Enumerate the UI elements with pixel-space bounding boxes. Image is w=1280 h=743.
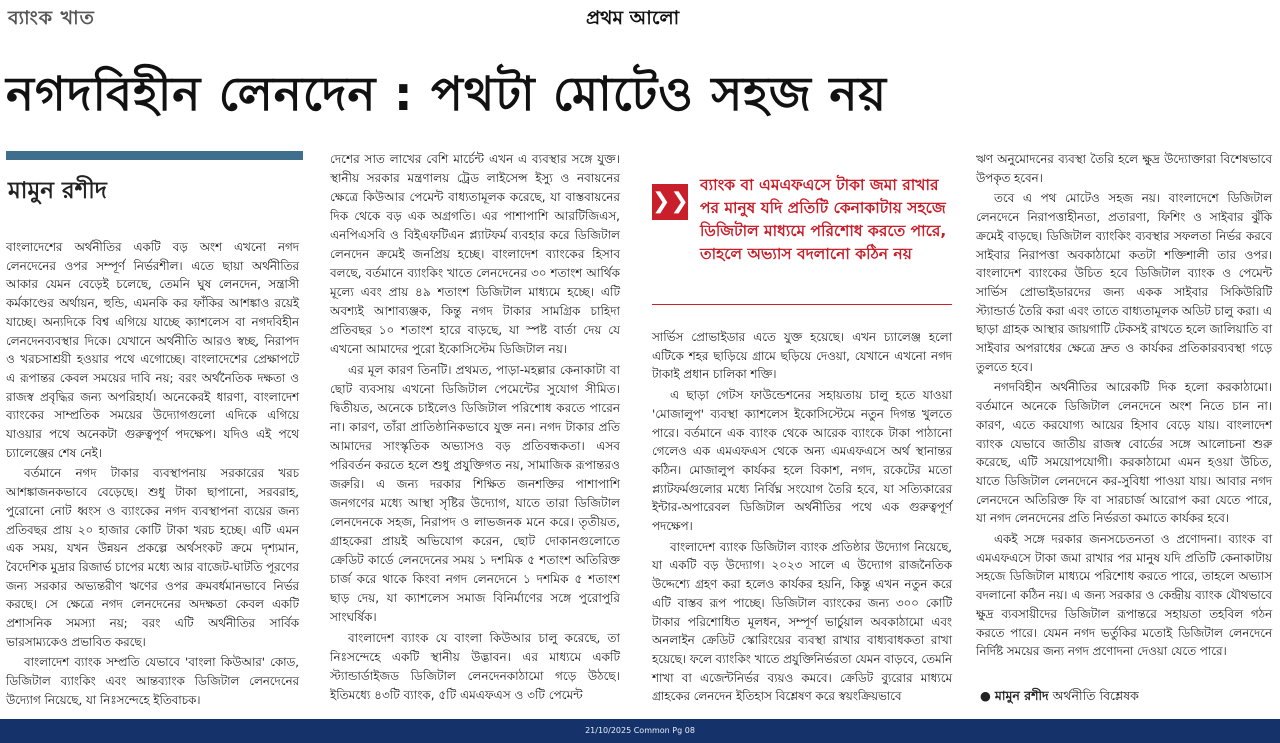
page-footer: 21/10/2025 Common Pg 08 (0, 719, 1280, 743)
paragraph: এর মূল কারণ তিনটি। প্রথমত, পাড়া-মহল্লার কেনাকাটা বা ছোট ব্যবসায় এখনো ডিজিটাল পেমেন্টের সুযোগ সীমিত। দ্বিতীয়ত, অনেকে চাইলেও ডিজিটাল পরিশোধ করতে পারেন না। কারণ, তাঁরা প্রাতিষ্ঠানিকভাবে যুক্ত নন। নগদ টাকার প্রতি আমাদের সাংস্কৃতিক অভ্যাসও বড় প্রতিবন্ধকতা। এসব পরিবর্তন করতে হলে শুধু প্রযুক্তিগত নয়, সামাজিক রূপান্তরও জরুরি। এ জন্য দরকার শিক্ষিত জনশক্তির পাশাপাশি জনগণের মধ্যে আস্থা সৃষ্টির উদ্যোগ, যাতে তারা ডিজিটাল লেনদেনকে সহজ, নিরাপদ ও লাভজনক মনে করে। তৃতীয়ত, গ্রাহকেরা প্রায়ই অভিযোগ করেন, ছোট দোকানগুলোতে ক্রেডিট কার্ডে লেনদেনের সময় ১ দশমিক ৫ শতাংশ অতিরিক্ত চার্জ করে থাকে কিংবা নগদ লেনদেনে ১ দশমিক ৫ শতাংশ ছাড় দেয়, যা ক্যাশলেস সমাজ বিনির্মাণের সঙ্গে পুরোপুরি সাংঘর্ষিক। (330, 363, 620, 624)
paragraph: ঋণ অনুমোদনের ব্যবস্থা তৈরি হলে ক্ষুদ্র উদ্যোক্তারা বিশেষভাবে উপকৃত হবেন। (976, 152, 1272, 185)
paragraph: নগদবিহীন অর্থনীতির আরেকটি দিক হলো করকাঠামো। বর্তমানে অনেকে ডিজিটাল লেনদেনে অংশ নিতে চান না। কারণ, এতে করযোগ্য আয়ের হিসাব বেড়ে যায়। বাংলাদেশ ব্যাংক যেভাবে জাতীয় রাজস্ব বোর্ডের সঙ্গে আলোচনা শুরু করেছে, এটি সময়োপযোগী। করকাঠামো এমন হওয়া উচিত, যাতে ডিজিটাল লেনদেনে কর-সুবিধা পাওয়া যায়। আবার নগদ লেনদেনে অতিরিক্ত ফি বা সারচার্জ আরোপ করা যেতে পারে, যা নগদ লেনদেনের প্রতি নির্ভরতা কমাতে কার্যকর হবে। (976, 380, 1272, 526)
paragraph: সার্ভিস প্রোভাইডার এতে যুক্ত হয়েছে। এখন চ্যালেঞ্জ হলো এটিকে শহর ছাড়িয়ে গ্রামে ছড়িয়ে দেওয়া, যেখানে এখনো নগদ টাকাই প্রধান চালিকা শক্তি। (652, 330, 952, 382)
paragraph: বাংলাদেশ ব্যাংক ডিজিটাল ব্যাংক প্রতিষ্ঠার উদ্যোগ নিয়েছে, যা একটি বড় উদ্যোগ। ২০২৩ সালে এ উদ্যোগ রাজনৈতিক উদ্দেশ্যে গ্রহণ করা হলেও কার্যকর হয়নি, কিন্তু এখন নতুন করে এটি বাস্তব রূপ পাচ্ছে। ডিজিটাল ব্যাংকের জন্য ৩০০ কোটি টাকার পরিশোধিত মূলধন, সম্পূর্ণ ভার্চুয়াল অবকাঠামো এবং অনলাইন ক্রেডিট স্কোরিংয়ের ব্যবস্থা রাখার বাধ্যবাধকতা রাখা হয়েছে। ফলে ব্যাংকিং খাতে প্রযুক্তিনির্ভরতা যেমন বাড়বে, তেমনি শাখা বা এজেন্টনির্ভর ব্যয়ও কমবে। ক্রেডিট ব্যুরোর মাধ্যমে গ্রাহকের লেনদেন ইতিহাস বিশ্লেষণ করে স্বয়ংক্রিয়ভাবে (652, 539, 952, 704)
paragraph: দেশের সাত লাখের বেশি মার্চেন্ট এখন এ ব্যবস্থার সঙ্গে যুক্ত। স্থানীয় সরকার মন্ত্রণালয় ট্রেড লাইসেন্স ইস্যু ও নবায়নের ক্ষেত্রে কিউআর পেমেন্ট বাধ্যতামূলক করেছে, যা বাস্তবায়নের দিক থেকে বড় এক অগ্রগতি। এর পাশাপাশি আরটিজিএস, এনপিএসবি ও বিইএফটিএন প্ল্যাটফর্ম ব্যবহার করে ডিজিটাল লেনদেন ক্রমেই জনপ্রিয় হচ্ছে। বাংলাদেশ ব্যাংকের হিসাব বলছে, বর্তমানে ব্যাংকিং খাতে লেনদেনের ৩০ শতাংশ আর্থিক মূল্যে এবং প্রায় ৪৯ শতাংশ ডিজিটাল মাধ্যমে হচ্ছে। এটি অবশ্যই আশাব্যঞ্জক, কিন্তু নগদ টাকার সামগ্রিক চাহিদা প্রতিবছর ১০ শতাংশ হারে বাড়ছে, যা স্পষ্ট বার্তা দেয় যে এখনো আমাদের পুরো ইকোসিস্টেম ডিজিটাল নয়। (330, 152, 620, 356)
paragraph: তবে এ পথ মোটেও সহজ নয়। বাংলাদেশে ডিজিটাল লেনদেনে নিরাপত্তাহীনতা, প্রতারণা, ফিশিং ও সাইবার ঝুঁকি ক্রমেই বাড়ছে। ডিজিটাল ব্যাংকিং ব্যবস্থার সফলতা নির্ভর করবে সাইবার নিরাপত্তা অবকাঠামো কতটা শক্তিশালী তার ওপর। বাংলাদেশ ব্যাংকের উচিত হবে ডিজিটাল ব্যাংক ও পেমেন্ট সার্ভিস প্রোভাইডারদের জন্য একক সাইবার সিকিউরিটি স্ট্যান্ডার্ড তৈরি করা এবং তাতে বাধ্যতামূলক অডিট চালু করা। এ ছাড়া গ্রাহক আস্থার জায়গাটি টেকসই রাখতে হলে জালিয়াতি বা সাইবার অপরাধের ক্ষেত্রে দ্রুত ও কার্যকর প্রতিকারব্যবস্থা গড়ে তুলতে হবে। (976, 191, 1272, 374)
article-column-4 (976, 150, 1272, 663)
paragraph: বাংলাদেশ ব্যাংক যে বাংলা কিউআর চালু করেছে, তা নিঃসন্দেহে একটি স্থানীয় উদ্ভাবন। এর মাধ্যমে একটি স্ট্যান্ডার্ডাইজড ডিজিটাল লেনদেনকাঠামো গড়ে উঠছে। ইতিমধ্যে ৪৩টি ব্যাংক, ৫টি এমএফএস ও ৩টি পেমেন্ট (330, 631, 620, 702)
paragraph: একই সঙ্গে দরকার জনসচেতনতা ও প্রণোদনা। ব্যাংক বা এমএফএসে টাকা জমা রাখার পর মানুষ যদি প্রতিটি কেনাকাটায় সহজে ডিজিটাল মাধ্যমে পরিশোধ করতে পারে, তাহলে অভ্যাস বদলানো কঠিন নয়। এ জন্য সরকার ও কেন্দ্রীয় ব্যাংক যৌথভাবে ক্ষুদ্র ব্যবসায়ীদের ডিজিটাল রূপান্তরে সহায়তা তহবিল গঠন করতে পারে। যেমন নগদ ভর্তুকির মতোই ডিজিটাল লেনদেনে নির্দিষ্ট সময়ের জন্য নগদ প্রণোদনা দেওয়া যেতে পারে। (976, 532, 1272, 659)
author-name: মামুন রশীদ (8, 178, 107, 204)
section-tag: ব্যাংক খাত (8, 7, 95, 29)
byline (980, 688, 1139, 708)
paragraph: বর্তমানে নগদ টাকার ব্যবস্থাপনায় সরকারের খরচ আশঙ্কাজনকভাবে বেড়েছে। শুধু টাকা ছাপানো, সরবরাহ, পুরোনো নোট ধ্বংস ও ব্যাংকের নগদ ব্যবস্থাপনা ব্যয়ের জন্য প্রতিবছর প্রায় ২০ হাজার কোটি টাকা খরচ হচ্ছে। এটি এমন এক সময়, যখন উন্নয়ন প্রকল্পে অর্থসংকট ক্রমে দৃশ্যমান, বৈদেশিক মুদ্রার রিজার্ভ চাপের মধ্যে আর বাজেট-ঘাটতি পূরণের জন্য সরকার অভ্যন্তরীণ ঋণের ওপর ক্রমবর্ধমানভাবে নির্ভর করছে। সে ক্ষেত্রে নগদ লেনদেনের অদক্ষতা কেবল একটি প্রশাসনিক সমস্যা নয়; বরং এটি অর্থনীতির সার্বিক ভারসাম্যকেও প্রভাবিত করছে। (6, 466, 299, 649)
article-column-1 (6, 238, 299, 712)
pull-quote (652, 168, 952, 304)
headline: নগদবিহীন লেনদেন : পথটা মোটেও সহজ নয় (6, 67, 888, 122)
byline-name: মামুন রশীদ (994, 688, 1049, 703)
newspaper-logo: প্রথম আলো (586, 7, 680, 29)
paragraph: এ ছাড়া গেটস ফাউন্ডেশনের সহায়তায় চালু হতে যাওয়া 'মোজালুপ' ব্যবস্থা ক্যাশলেস ইকোসিস্টেমে নতুন দিগন্ত খুলতে পারে। বর্তমানে এক ব্যাংক থেকে আরেক ব্যাংকে টাকা পাঠানো গেলেও এক এমএফএস থেকে অন্য এমএফএসে অর্থ স্থানান্তর কঠিন। মোজালুপ কার্যকর হলে বিকাশ, নগদ, রকেটের মতো প্ল্যাটফর্মগুলোর মধ্যে নির্বিঘ্ন সংযোগ তৈরি হবে, যা সত্যিকারের ইন্টার-অপারেবল ডিজিটাল অর্থনীতির পথে এক গুরুত্বপূর্ণ পদক্ষেপ। (652, 388, 952, 534)
article-column-2 (330, 150, 620, 707)
paragraph: বাংলাদেশ ব্যাংক সম্প্রতি যেভাবে 'বাংলা কিউআর' কোড, ডিজিটাল ব্যাংকিং এবং আন্তব্যাংক ডিজিটাল লেনদেনের উদ্যোগ নিয়েছে, যা নিঃসন্দেহে ইতিবাচক। (6, 655, 299, 707)
byline-role: অর্থনীতি বিশ্লেষক (1052, 688, 1139, 703)
paragraph: বাংলাদেশের অর্থনীতির একটি বড় অংশ এখনো নগদ লেনদেনের ওপর সম্পূর্ণ নির্ভরশীল। এতে ছায়া অর্থনীতির আকার যেমন বেড়েই চলেছে, তেমনি ঘুষ লেনদেন, সন্ত্রাসী কর্মকাণ্ডের অর্থায়ন, হুন্ডি, এমনকি কর ফাঁকির আশঙ্কাও রয়েই যাচ্ছে। অন্যদিকে বিশ্ব এগিয়ে যাচ্ছে ক্যাশলেস বা নগদবিহীন লেনদেনব্যবস্থার দিকে। যেখানে অর্থনীতি আরও স্বচ্ছ, নিরাপদ ও খরচসাশ্রয়ী হওয়ার পথে এগোচ্ছে। বাংলাদেশের প্রেক্ষাপটে এ রূপান্তর কেবল সময়ের দাবি নয়; বরং অর্থনৈতিক দক্ষতা ও রাজস্ব প্রবৃদ্ধির জন্য অপরিহার্য। অনেকেরই ধারণা, বাংলাদেশ ব্যাংকের সাম্প্রতিক সময়ের উদ্যোগগুলো এদিকে এগিয়ে যাওয়ার পথে অনেকটা গুরুত্বপূর্ণ পদক্ষেপ। যদিও এই পথে চ্যালেঞ্জের শেষ নেই। (6, 240, 299, 460)
article-column-3 (652, 328, 952, 708)
quote-chevron-icon: ❯❯ (652, 184, 688, 220)
bullet-icon: ● (980, 688, 995, 703)
pull-quote-divider (652, 304, 952, 305)
pull-quote-text: ব্যাংক বা এমএফএসে টাকা জমা রাখার পর মানুষ যদি প্রতিটি কেনাকাটায় সহজে ডিজিটাল মাধ্যমে পরিশোধ করতে পারে, তাহলে অভ্যাস বদলানো কঠিন নয় (700, 176, 947, 263)
author-bar (6, 151, 303, 160)
